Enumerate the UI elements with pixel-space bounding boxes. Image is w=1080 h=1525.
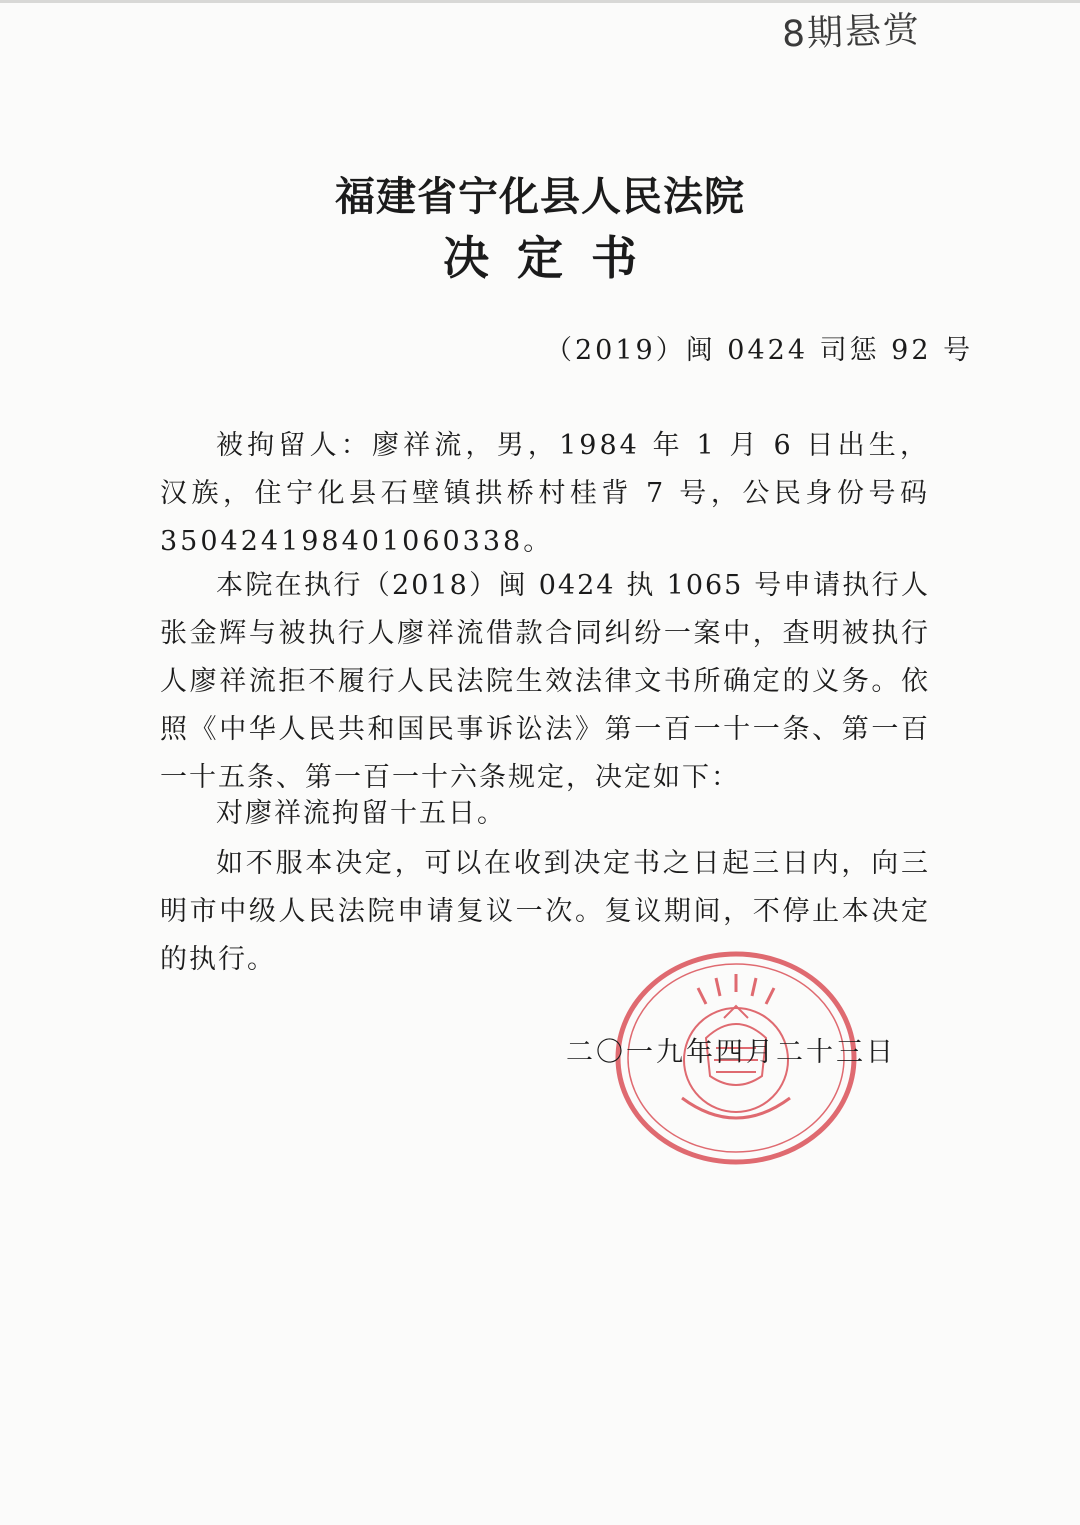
court-name: 福建省宁化县人民法院 [335, 173, 745, 220]
paragraph-detainee-info: 被拘留人：廖祥流，男，1984 年 1 月 6 日出生，汉族，住宁化县石壁镇拱桥村桂背 7 号，公民身份号码 350424198401060338。 [160, 430, 930, 557]
document-type: 决定书 [443, 231, 665, 285]
paragraph-case-facts: 本院在执行（2018）闽 0424 执 1065 号申请执行人张金辉与被执行人廖祥流借款合同纠纷一案中，查明被执行人廖祥流拒不履行人民法院生效法律文书所确定的义务。依照《中华人民共和国民事诉讼法》第一百一十一条、第一百一十五条、第一百一十六条规定，决定如下： [160, 570, 930, 793]
handwritten-note: 8期悬赏 [781, 9, 922, 56]
paragraph-decision: 对廖祥流拘留十五日。 [216, 798, 506, 829]
case-number: （2019）闽 0424 司惩 92 号 [545, 335, 974, 366]
paragraph-appeal-notice: 如不服本决定，可以在收到决定书之日起三日内，向三明市中级人民法院申请复议一次。复议期间，不停止本决定的执行。 [160, 848, 930, 975]
issue-date: 二〇一九年四月二十三日 [566, 1037, 896, 1068]
